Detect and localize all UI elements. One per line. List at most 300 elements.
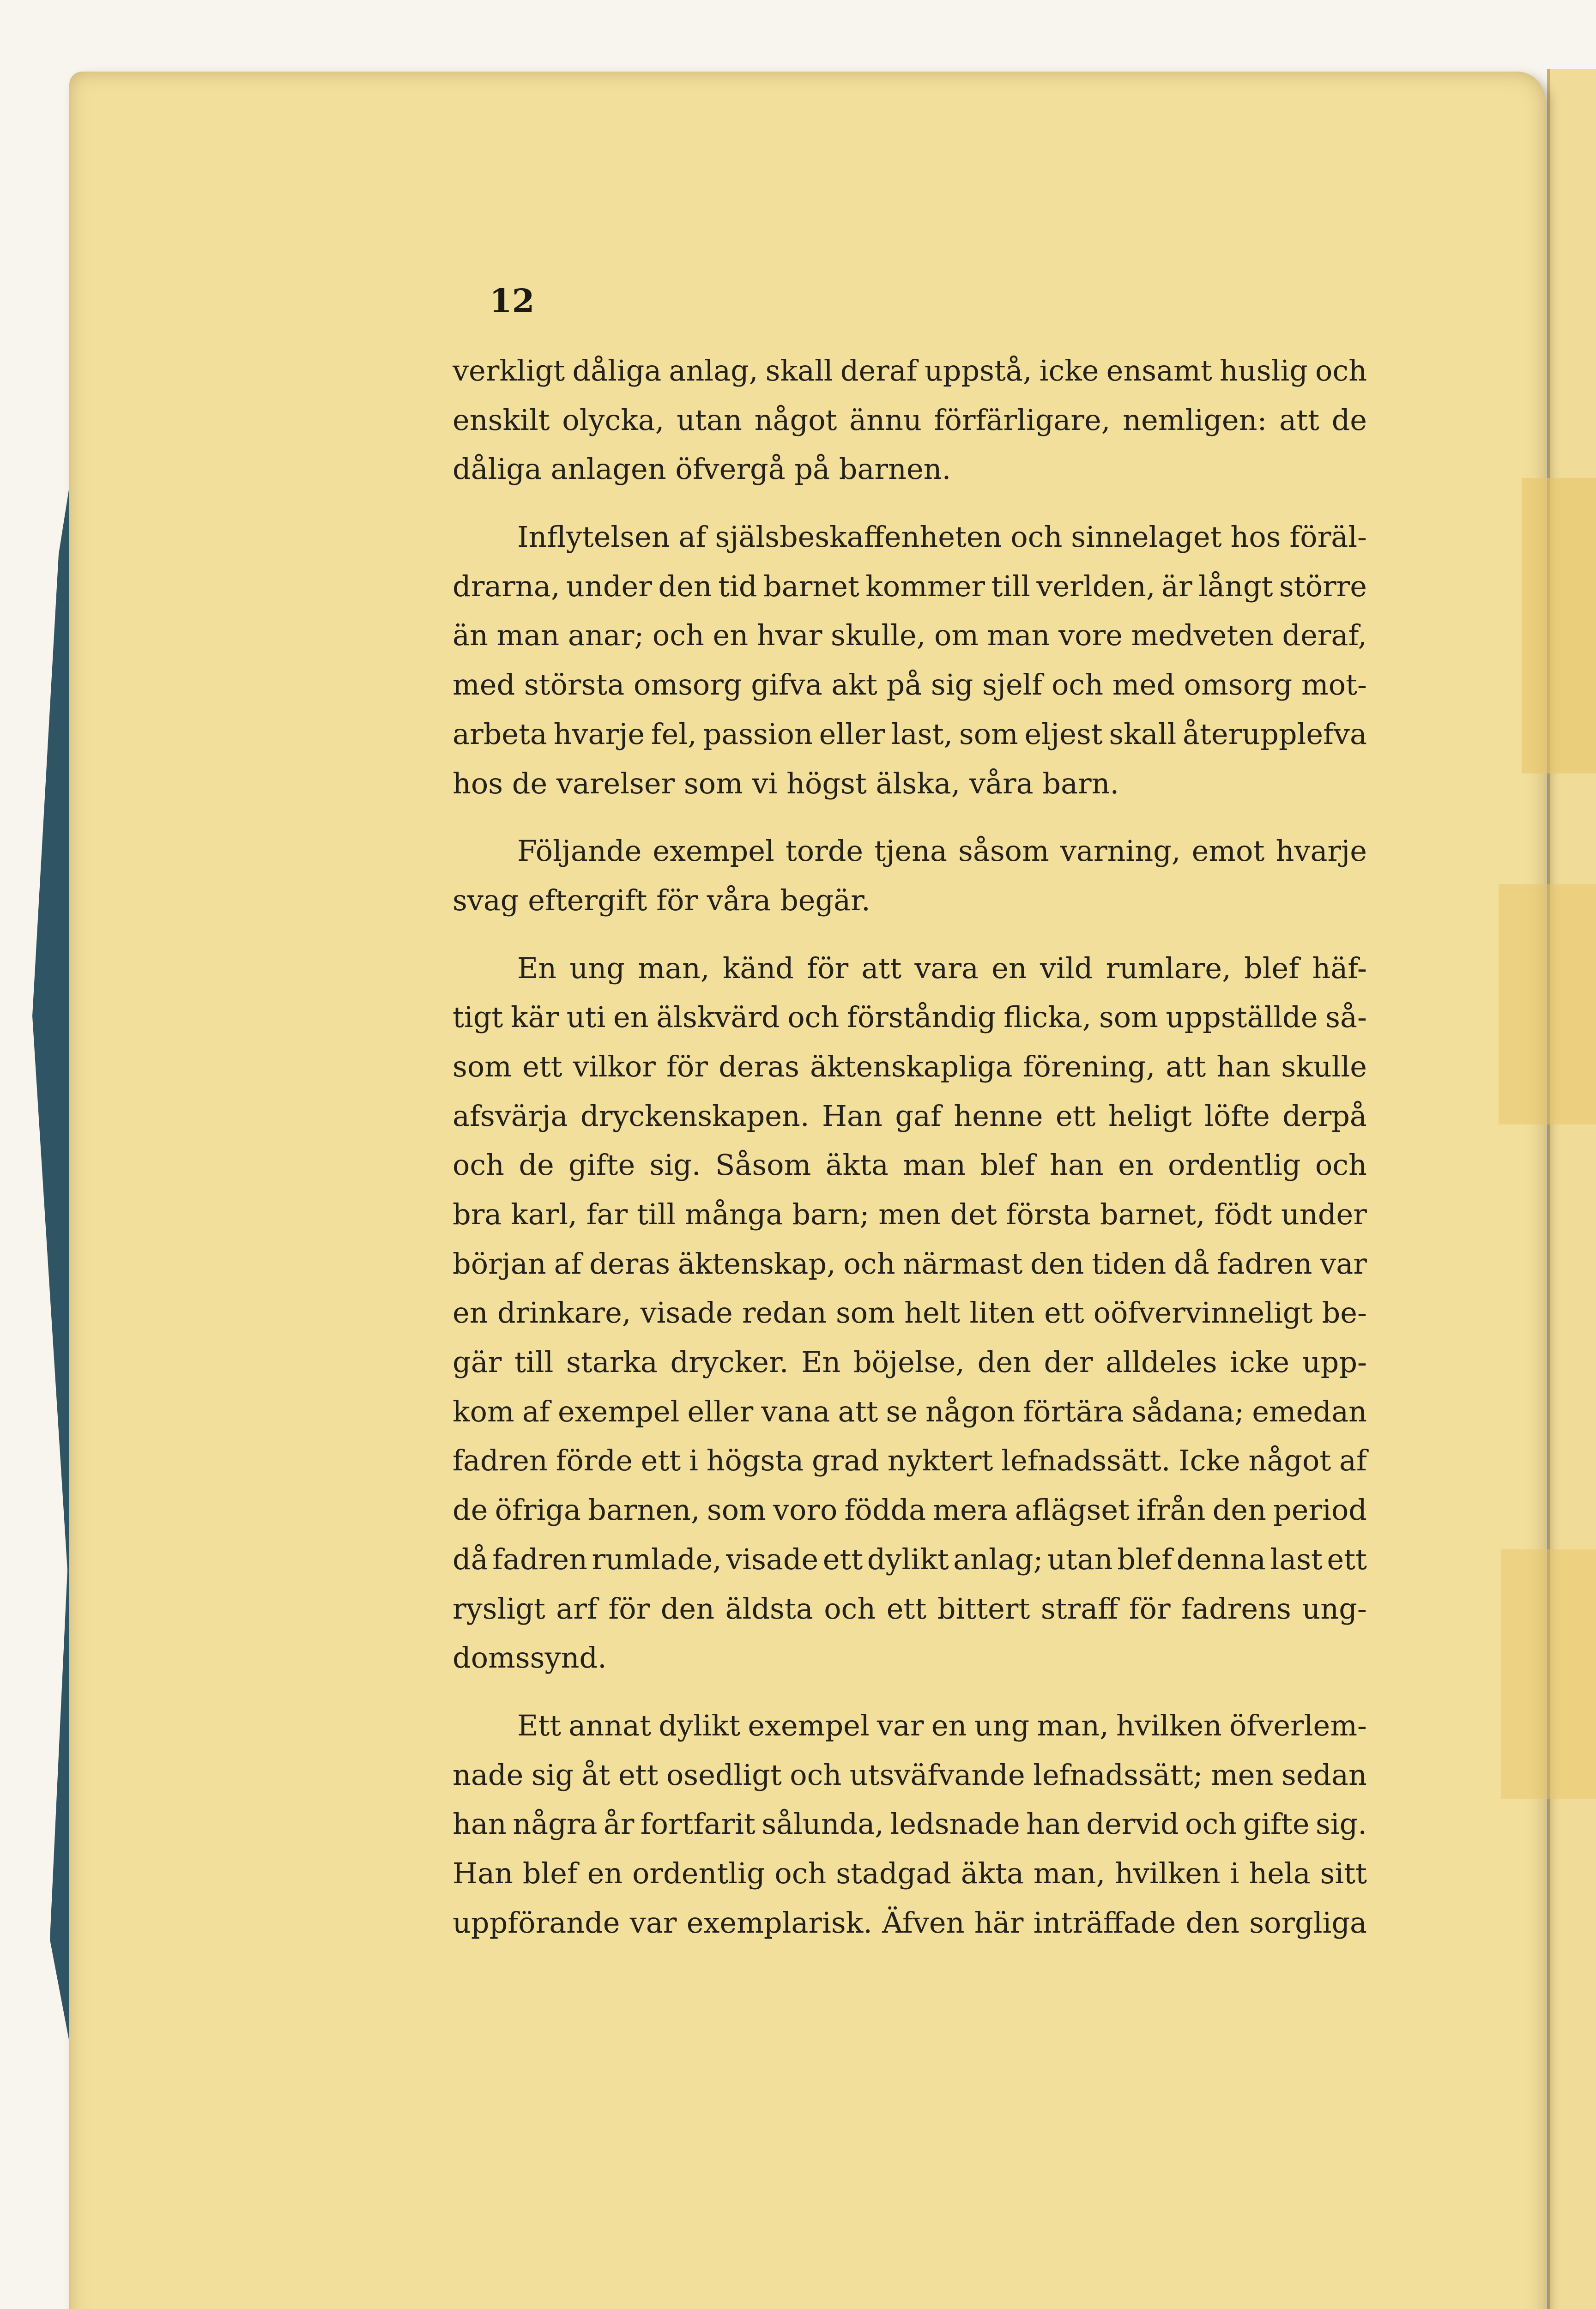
word: då	[1174, 1246, 1209, 1281]
word: den	[977, 1345, 1031, 1379]
word: en	[991, 951, 1027, 985]
word: och	[774, 1856, 827, 1890]
word: lefnadssätt;	[1033, 1758, 1203, 1792]
word: rysligt	[453, 1591, 545, 1626]
word: första	[1006, 1197, 1091, 1231]
word: osedligt	[666, 1758, 782, 1792]
word: uti	[566, 1000, 606, 1034]
word: sitt	[1320, 1856, 1367, 1890]
word: ordentlig	[632, 1856, 765, 1890]
word: som	[835, 1296, 895, 1330]
word: de	[519, 1148, 554, 1182]
word: ännu	[849, 403, 922, 437]
word: flicka,	[1004, 1000, 1092, 1034]
word: En	[517, 951, 557, 985]
word: starka	[566, 1345, 658, 1379]
word: hvarje	[1276, 834, 1367, 868]
word: såsom	[958, 834, 1049, 868]
word: ung	[974, 1708, 1030, 1742]
word: något	[1248, 1444, 1331, 1478]
word: ett	[522, 1049, 562, 1083]
word: exempel	[748, 1708, 870, 1742]
word: dylikt	[659, 1708, 741, 1742]
word: gaf	[895, 1099, 941, 1133]
text-line	[453, 1288, 1367, 1338]
word: hvar	[756, 618, 822, 653]
word: icke	[1039, 354, 1099, 387]
word: äkta	[961, 1856, 1024, 1890]
word: förde	[556, 1444, 633, 1478]
word: och	[652, 618, 704, 653]
word: så-	[1325, 1000, 1367, 1034]
word: vild	[1040, 951, 1093, 985]
word: ett	[822, 1542, 863, 1576]
word: den	[1030, 1246, 1084, 1281]
word: heligt	[1108, 1099, 1192, 1133]
word: dervid	[1086, 1807, 1179, 1841]
word: och	[1052, 668, 1104, 702]
word: visade	[726, 1542, 819, 1576]
word: gifte	[1243, 1807, 1310, 1841]
word: tid	[718, 569, 757, 603]
word: föräl-	[1289, 520, 1367, 554]
word: be-	[1322, 1296, 1367, 1330]
text-line	[453, 1849, 1367, 1898]
word: ett	[618, 1758, 659, 1792]
word: är	[1161, 569, 1192, 603]
word: eller	[819, 717, 885, 751]
word: Följande	[517, 834, 642, 868]
word: af	[522, 1394, 550, 1428]
text-line	[453, 710, 1367, 759]
word: dryckenskapen.	[580, 1099, 810, 1133]
text-line	[453, 1338, 1367, 1387]
word: äldsta	[725, 1591, 813, 1626]
word: arbeta	[453, 717, 547, 751]
word: anlag;	[953, 1542, 1043, 1576]
word: i	[689, 1444, 698, 1478]
word: öfverlem-	[1229, 1708, 1367, 1742]
word: skall	[765, 354, 833, 387]
word: en	[587, 1856, 623, 1890]
word: sjelf	[982, 668, 1043, 702]
word: äktenskapliga	[810, 1049, 1013, 1083]
word: med	[453, 668, 515, 702]
word: och	[787, 1000, 840, 1034]
word: älskvärd	[656, 1000, 780, 1034]
word: deraf,	[1282, 618, 1367, 653]
word: här	[974, 1905, 1024, 1940]
word: straff	[1040, 1591, 1118, 1626]
word: Såsom	[715, 1148, 811, 1182]
word: nemligen:	[1123, 403, 1267, 437]
word: för	[807, 951, 849, 985]
word: ett	[1055, 1099, 1096, 1133]
word: last,	[891, 717, 953, 751]
word: ett	[1044, 1296, 1084, 1330]
text-line	[453, 1190, 1367, 1239]
word: Ett	[517, 1708, 562, 1742]
word: uppförande	[453, 1905, 620, 1940]
word: vana	[761, 1394, 830, 1428]
word: af	[678, 520, 707, 554]
word: last	[1270, 1542, 1323, 1576]
word: gifva	[751, 668, 822, 702]
word: ordentlig	[1168, 1148, 1301, 1182]
text-line	[453, 660, 1367, 710]
text-line	[453, 346, 1367, 396]
word: sinnelaget	[1071, 520, 1222, 554]
word: denna	[1176, 1542, 1266, 1576]
word: närmast	[903, 1246, 1023, 1281]
word: ett	[1327, 1542, 1367, 1576]
word: förfärligare,	[934, 403, 1111, 437]
word: exempel	[557, 1394, 680, 1428]
word: en	[1118, 1148, 1154, 1182]
word: far	[586, 1197, 628, 1231]
word: åt	[581, 1758, 611, 1792]
text-line	[453, 1387, 1367, 1437]
word: akt	[831, 668, 877, 702]
text-line: hos de varelser som vi högst älska, våra barn.	[453, 766, 1119, 800]
word: enskilt	[453, 403, 550, 437]
word: verlden,	[1036, 569, 1155, 603]
word: bittert	[937, 1591, 1030, 1626]
word: och	[1315, 354, 1367, 387]
word: förtära	[1023, 1394, 1124, 1428]
word: sedan	[1281, 1758, 1367, 1792]
word: der	[1044, 1345, 1093, 1379]
word: kär	[510, 1000, 559, 1034]
word: de	[1331, 403, 1367, 437]
word: oöfvervinneligt	[1093, 1296, 1313, 1330]
word: gifte	[568, 1148, 635, 1182]
word: hela	[1249, 1856, 1311, 1890]
word: större	[1279, 569, 1367, 603]
word: stadgad	[836, 1856, 951, 1890]
word: dåliga	[572, 354, 662, 387]
word: skulle	[1281, 1049, 1367, 1083]
word: deras	[719, 1049, 799, 1083]
word: sorgliga	[1249, 1905, 1367, 1940]
word: eller	[687, 1394, 754, 1428]
word: omsorg	[633, 668, 742, 702]
word: det	[950, 1197, 997, 1231]
word: var	[1320, 1246, 1367, 1281]
word: utan	[677, 403, 742, 437]
word: man	[987, 618, 1050, 653]
word: rumlare,	[1106, 951, 1231, 985]
word: eljest	[1024, 717, 1103, 751]
word: en	[713, 618, 749, 653]
text-line	[453, 1092, 1367, 1141]
word: han	[1216, 1049, 1271, 1083]
word: barn;	[792, 1197, 870, 1231]
word: fadren	[453, 1444, 548, 1478]
word: icke	[1230, 1345, 1290, 1379]
page-number: 12	[490, 282, 535, 320]
word: upp-	[1302, 1345, 1367, 1379]
word: den	[658, 569, 712, 603]
text-line: dåliga anlagen öfvergå på barnen.	[453, 452, 951, 486]
text-line	[453, 1436, 1367, 1486]
word: blef	[522, 1856, 578, 1890]
word: tjena	[874, 834, 947, 868]
word: nyktert	[887, 1444, 993, 1478]
word: omsorg	[1184, 668, 1293, 702]
word: förening,	[1023, 1049, 1155, 1083]
word: fadren	[1217, 1246, 1312, 1281]
word: ledsnade	[890, 1807, 1020, 1841]
word: att	[861, 951, 902, 985]
word: ung-	[1302, 1591, 1367, 1626]
word: återupplefva	[1183, 717, 1367, 751]
facing-page-edge	[1547, 69, 1596, 2309]
word: att	[1279, 403, 1319, 437]
word: han	[1049, 1148, 1104, 1182]
word: med	[1112, 668, 1175, 702]
word: han	[453, 1807, 507, 1841]
word: sig	[531, 1758, 574, 1792]
word: ensamt	[1106, 354, 1212, 387]
word: blef	[1117, 1542, 1173, 1576]
word: under	[1281, 1197, 1367, 1231]
word: fortfarit	[640, 1807, 756, 1841]
word: barnet,	[1100, 1197, 1205, 1231]
word: i	[1230, 1856, 1239, 1890]
word: sig.	[1315, 1807, 1367, 1841]
word: anar;	[568, 618, 644, 653]
word: arf	[556, 1591, 598, 1626]
word: fel,	[651, 717, 697, 751]
word: ett	[641, 1444, 681, 1478]
word: redan	[742, 1296, 827, 1330]
word: uppställde	[1166, 1000, 1318, 1034]
word: karl,	[511, 1197, 577, 1231]
word: för	[1129, 1591, 1171, 1626]
word: några	[513, 1807, 598, 1841]
paper-stain	[1522, 478, 1596, 774]
text-line	[453, 513, 1367, 562]
paper-stain	[1499, 884, 1596, 1124]
word: barnen,	[588, 1493, 700, 1527]
word: tiden	[1092, 1246, 1167, 1281]
word: en	[613, 1000, 649, 1034]
word: kom	[453, 1394, 514, 1428]
word: födt	[1214, 1197, 1272, 1231]
word: vara	[914, 951, 979, 985]
word: liten	[969, 1296, 1035, 1330]
word: voro	[773, 1493, 838, 1527]
word: häf-	[1312, 951, 1367, 985]
word: inträffade	[1033, 1905, 1176, 1940]
word: långt	[1198, 569, 1273, 603]
word: fadren	[492, 1542, 587, 1576]
word: sålunda,	[762, 1807, 884, 1841]
word: en	[931, 1708, 967, 1742]
word: var	[877, 1708, 924, 1742]
text-line	[453, 1535, 1367, 1584]
word: utsväfvande	[849, 1758, 1025, 1792]
word: annat	[568, 1708, 652, 1742]
word: som	[959, 717, 1018, 751]
word: Icke	[1179, 1444, 1240, 1478]
word: än	[453, 618, 488, 653]
word: på	[886, 668, 922, 702]
word: som	[1099, 1000, 1158, 1034]
word: Äfven	[882, 1905, 965, 1940]
word: man	[496, 618, 560, 653]
word: och	[843, 1246, 895, 1281]
word: exemplarisk.	[686, 1905, 872, 1940]
word: man,	[638, 951, 710, 985]
word: men	[1210, 1758, 1274, 1792]
word: emedan	[1252, 1394, 1367, 1428]
word: man,	[1037, 1708, 1109, 1742]
word: till	[636, 1197, 676, 1231]
word: skulle,	[831, 618, 926, 653]
word: böjelse,	[853, 1345, 965, 1379]
word: han	[1026, 1807, 1080, 1841]
word: och	[1010, 520, 1063, 554]
word: förståndig	[846, 1000, 996, 1034]
word: äktenskap,	[677, 1246, 836, 1281]
word: blef	[980, 1148, 1035, 1182]
word: kommer	[865, 569, 985, 603]
word: skall	[1109, 717, 1177, 751]
word: varning,	[1060, 834, 1181, 868]
word: många	[685, 1197, 783, 1231]
word: olycka,	[562, 403, 665, 437]
word: de	[453, 1493, 488, 1527]
word: något	[754, 403, 837, 437]
word: ett	[886, 1591, 927, 1626]
word: henne	[954, 1099, 1043, 1133]
word: blef	[1244, 951, 1300, 985]
word: till	[514, 1345, 554, 1379]
word: af	[554, 1246, 582, 1281]
word: och	[824, 1591, 876, 1626]
word: som	[453, 1049, 512, 1083]
word: se	[886, 1394, 918, 1428]
word: barnet	[763, 569, 859, 603]
word: då	[453, 1542, 488, 1576]
text-line	[453, 611, 1367, 660]
word: deras	[589, 1246, 671, 1281]
word: drycker.	[670, 1345, 789, 1379]
word: någon	[925, 1394, 1016, 1428]
word: som	[707, 1493, 766, 1527]
text-line	[453, 1751, 1367, 1800]
text-line	[453, 1486, 1367, 1535]
text-line	[453, 562, 1367, 611]
text-line	[453, 1042, 1367, 1092]
text-line	[453, 1141, 1367, 1190]
word: nade	[453, 1758, 524, 1792]
word: och	[790, 1758, 842, 1792]
word: grad	[812, 1444, 879, 1478]
word: den	[1185, 1905, 1239, 1940]
word: var	[629, 1905, 677, 1940]
word: visade	[640, 1296, 733, 1330]
text-line	[453, 1584, 1367, 1634]
word: Han	[822, 1099, 883, 1133]
word: anlag,	[669, 354, 758, 387]
word: den	[1212, 1493, 1266, 1527]
word: drinkare,	[497, 1296, 631, 1330]
word: sig	[931, 668, 973, 702]
word: mera	[933, 1493, 1008, 1527]
word: Inflytelsen	[517, 520, 670, 554]
word: ifrån	[1137, 1493, 1206, 1527]
word: afsvärja	[453, 1099, 568, 1133]
word: känd	[722, 951, 794, 985]
body-text	[453, 346, 1367, 1947]
word: mot-	[1301, 668, 1367, 702]
word: period	[1273, 1493, 1367, 1527]
text-line	[453, 993, 1367, 1042]
word: dylikt	[867, 1542, 949, 1576]
word: passion	[703, 717, 813, 751]
word: men	[878, 1197, 941, 1231]
word: lefnadssätt.	[1001, 1444, 1171, 1478]
word: medveten	[1131, 618, 1274, 653]
text-line: svag eftergift för våra begär.	[453, 883, 871, 917]
text-line	[453, 1701, 1367, 1751]
word: deraf	[840, 354, 917, 387]
word: uppstå,	[924, 354, 1032, 387]
word: sig.	[649, 1148, 701, 1182]
word: löfte	[1204, 1099, 1270, 1133]
text-line	[453, 396, 1367, 445]
word: år	[603, 1807, 635, 1841]
word: emot	[1191, 834, 1265, 868]
word: En	[801, 1345, 841, 1379]
word: af	[1339, 1444, 1367, 1478]
word: hvilken	[1115, 1856, 1221, 1890]
word: en	[453, 1296, 488, 1330]
word: hos	[1230, 520, 1281, 554]
word: och	[453, 1148, 504, 1182]
text-line: domssynd.	[453, 1641, 607, 1675]
word: alldeles	[1106, 1345, 1217, 1379]
word: fadrens	[1181, 1591, 1291, 1626]
word: början	[453, 1246, 546, 1281]
word: verkligt	[453, 354, 565, 387]
word: rumlade,	[592, 1542, 722, 1576]
word: för	[666, 1049, 708, 1083]
word: själsbeskaffenheten	[715, 520, 1002, 554]
word: bra	[453, 1197, 502, 1231]
word: derpå	[1282, 1099, 1367, 1133]
word: födda	[844, 1493, 926, 1527]
word: under	[566, 569, 652, 603]
word: huslig	[1219, 354, 1308, 387]
paper-stain	[1501, 1549, 1596, 1799]
word: ung	[569, 951, 625, 985]
word: om	[934, 618, 979, 653]
word: största	[524, 668, 625, 702]
word: och	[1185, 1807, 1237, 1841]
word: utan	[1047, 1542, 1113, 1576]
word: gär	[453, 1345, 502, 1379]
word: torde	[785, 834, 864, 868]
word: vore	[1058, 618, 1123, 653]
word: hvilken	[1116, 1708, 1222, 1742]
word: Han	[453, 1856, 513, 1890]
word: man,	[1033, 1856, 1106, 1890]
word: aflägset	[1015, 1493, 1130, 1527]
